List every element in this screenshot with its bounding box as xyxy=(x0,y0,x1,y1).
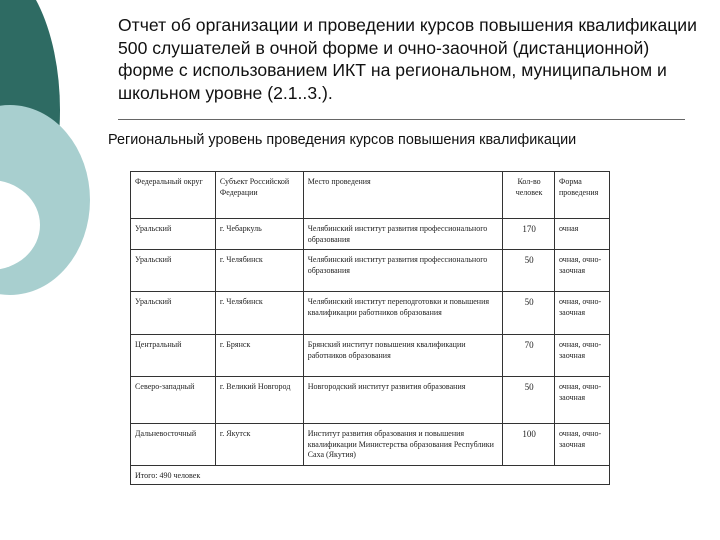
cell-district: Уральский xyxy=(131,219,216,250)
cell-subject: г. Челябинск xyxy=(215,292,303,335)
section-subtitle: Региональный уровень проведения курсов повышения квалификации xyxy=(108,132,577,148)
cell-count: 70 xyxy=(503,335,555,377)
header-subject: Субъект Российской Федерации xyxy=(215,172,303,219)
cell-subject: г. Брянск xyxy=(215,335,303,377)
table-row xyxy=(131,292,610,335)
decorative-circles xyxy=(0,0,110,540)
cell-place: Новгородский институт развития образования xyxy=(303,377,502,424)
cell-count: 170 xyxy=(503,219,555,250)
table-row xyxy=(131,424,610,466)
cell-subject: г. Челябинск xyxy=(215,250,303,292)
cell-count: 50 xyxy=(503,292,555,335)
cell-form: очная, очно-заочная xyxy=(555,250,610,292)
table-header-row xyxy=(131,172,610,219)
header-count: Кол-во человек xyxy=(503,172,555,219)
cell-subject: г. Якутск xyxy=(215,424,303,466)
cell-district: Центральный xyxy=(131,335,216,377)
cell-subject: г. Чебаркуль xyxy=(215,219,303,250)
cell-place: Брянский институт повышения квалификации работников образования xyxy=(303,335,502,377)
header-place: Место проведения xyxy=(303,172,502,219)
title-divider xyxy=(118,119,685,120)
cell-place: Челябинский институт развития профессионального образования xyxy=(303,250,502,292)
cell-form: очная xyxy=(555,219,610,250)
cell-form: очная, очно-заочная xyxy=(555,377,610,424)
cell-place: Челябинский институт переподготовки и повышения квалификации работников образования xyxy=(303,292,502,335)
cell-place: Челябинский институт развития профессионального образования xyxy=(303,219,502,250)
table-row xyxy=(131,377,610,424)
cell-form: очная, очно-заочная xyxy=(555,424,610,466)
table-total-row xyxy=(131,466,610,485)
cell-district: Северо-западный xyxy=(131,377,216,424)
total-cell: Итого: 490 человек xyxy=(131,466,610,485)
header-form: Форма проведения xyxy=(555,172,610,219)
cell-subject: г. Великий Новгород xyxy=(215,377,303,424)
cell-form: очная, очно-заочная xyxy=(555,335,610,377)
cell-count: 50 xyxy=(503,377,555,424)
table-row xyxy=(131,335,610,377)
header-district: Федеральный округ xyxy=(131,172,216,219)
table-row xyxy=(131,219,610,250)
cell-district: Дальневосточный xyxy=(131,424,216,466)
cell-place: Институт развития образования и повышения квалификации Министерства образования Республики Саха (Якутия) xyxy=(303,424,502,466)
page-title: Отчет об организации и проведении курсов повышения квалификации 500 слушателей в очной форме и очно-заочной (дистанционной) форме с использованием ИКТ на региональном, муниципальном и школьном уровне (2.1..3.). xyxy=(118,15,697,103)
courses-table xyxy=(130,171,610,485)
cell-district: Уральский xyxy=(131,250,216,292)
cell-count: 50 xyxy=(503,250,555,292)
cell-count: 100 xyxy=(503,424,555,466)
cell-district: Уральский xyxy=(131,292,216,335)
table-row xyxy=(131,250,610,292)
cell-form: очная, очно-заочная xyxy=(555,292,610,335)
